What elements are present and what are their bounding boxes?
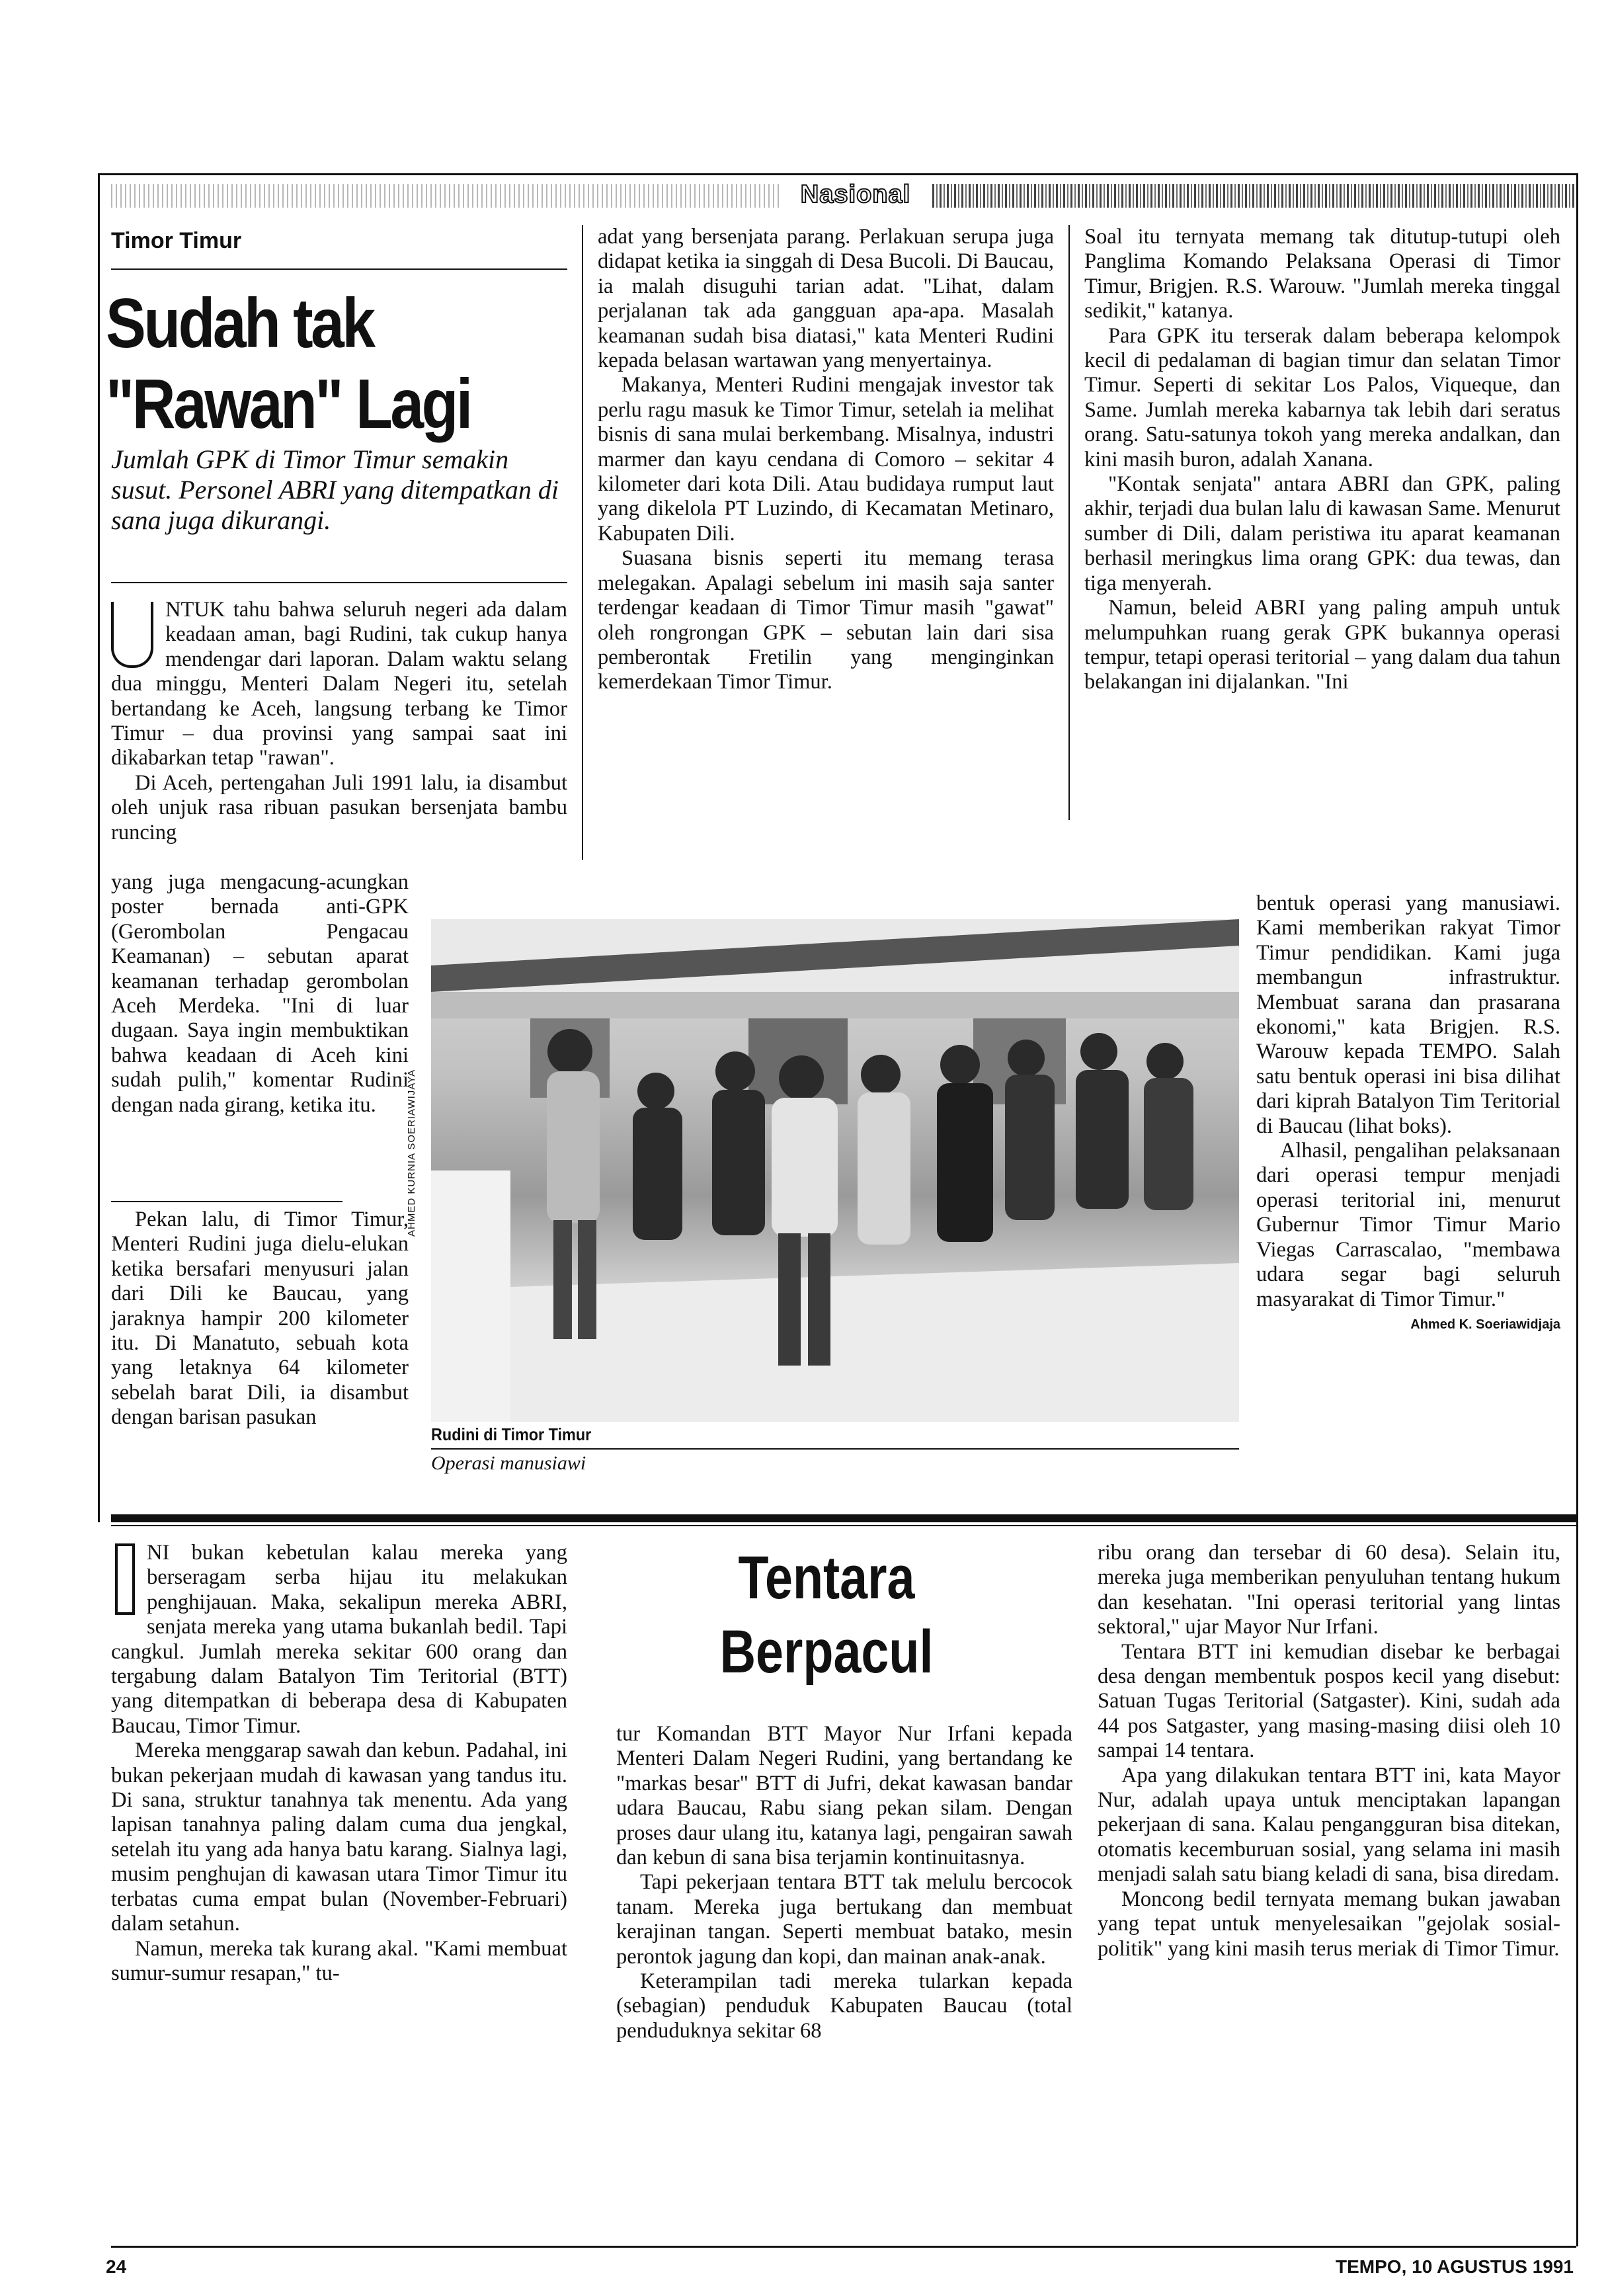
paragraph: Namun, mereka tak kurang akal. "Kami membuat sumur-sumur resapan," tu- (111, 1936, 567, 1985)
paragraph: Alhasil, pengalihan pelaksanaan dari operasi tempur menjadi operasi teritorial ini, menurut Gubernur Timor Timur Mario Viegas Carrascalao, "membawa udara segar bagi seluruh masyarakat di Timor Timur." (1256, 1139, 1560, 1311)
page-number: 24 (106, 2256, 127, 2277)
photo-scene (431, 919, 1239, 1422)
col1-section-rule (111, 1201, 342, 1202)
paragraph: Namun, beleid ABRI yang paling ampuh untuk melumpuhkan ruang gerak GPK bukannya operasi tempur, tetapi operasi teritorial – yang dalam dua tahun belakangan ini dijalankan. "Ini (1084, 596, 1560, 694)
photo-caption-sub: Operasi manusiawi (431, 1452, 586, 1474)
box-column-b (616, 1722, 1072, 2043)
paragraph: Makanya, Menteri Rudini mengajak investor tak perlu ragu masuk ke Timor Timur, setelah ia melihat bisnis di sana mulai berkembang. Misalnya, industri marmer dan kayu cendana di Comoro – sekitar 4 kilometer dari kota Dili. Atau budidaya rumput laut yang dikelola PT Luzindo, di Kecamatan Metinaro, Kabupaten Dili. (598, 373, 1054, 546)
paragraph: Pekan lalu, di Timor Timur, Menteri Rudini juga dielu-elukan ketika bersafari menyusuri jalan dari Dili ke Baucau, yang jaraknya hampir 200 kilometer itu. Di Manatuto, sebuah kota yang letaknya 64 kilometer sebelah barat Dili, ia disambut dengan barisan pasukan (111, 1208, 409, 1430)
paragraph: tur Komandan BTT Mayor Nur Irfani kepada Menteri Dalam Negeri Rudini, yang bertandang ke "markas besar" BTT di Jufri, dekat kawasan bandar udara Baucau, Rabu siang pekan silam. Dengan proses daur ulang itu, katanya lagi, pengairan sawah dan kebun di sana bisa terjamin kontinuitasnya. (616, 1722, 1072, 1870)
paragraph: Para GPK itu terserak dalam beberapa kelompok kecil di pedalaman di bagian timur dan selatan Timor Timur. Seperti di sekitar Los Palos, Viqueque, dan Same. Jumlah mereka kabarnya tak lebih dari seratus orang. Satu-satunya tokoh yang mereka andalkan, dan kini masih buron, adalah Xanana. (1084, 323, 1560, 472)
section-band-left (111, 184, 779, 208)
headline (106, 283, 515, 444)
box-headline-line-2: Berpacul (719, 1618, 934, 1686)
dropcap-i (115, 1543, 135, 1615)
main-column-1-narrow (111, 870, 409, 1118)
box-column-c (1098, 1541, 1560, 1961)
box-bottom-rule (111, 2246, 1576, 2248)
paragraph: Moncong bedil ternyata memang bukan jawaban yang tepat untuk menyelesaikan "gejolak sosial-politik" yang kini masih terus meriak di Timor Timur. (1098, 1887, 1560, 1961)
frame-top-rule (98, 173, 1576, 175)
deck: Jumlah GPK di Timor Timur semakin susut. Personel ABRI yang ditempatkan di sana juga dikurangi. (111, 444, 559, 535)
paragraph: Keterampilan tadi mereka tularkan kepada (sebagian) penduduk Kabupaten Baucau (total penduduknya sekitar 68 (616, 1969, 1072, 2043)
main-column-3 (1084, 225, 1560, 695)
rubric-rule (111, 268, 567, 270)
paragraph: Suasana bisnis seperti itu memang terasa melegakan. Apalagi sebelum ini masih saja santer terdengar keadaan di Timor Timur masih "gawat" oleh rongrongan GPK – sebutan lain dari sisa pemberontak Fretilin yang menginginkan kemerdekaan Timor Timur. (598, 546, 1054, 694)
photo-caption-title: Rudini di Timor Timur (431, 1424, 592, 1444)
box-headline (713, 1541, 940, 1689)
paragraph: Di Aceh, pertengahan Juli 1991 lalu, ia disambut oleh unjuk rasa ribuan pasukan bersenjata bambu runcing (111, 770, 567, 844)
photo-credit: AHMED KURNIA SOERIAWIJAYA (406, 1069, 417, 1237)
paragraph: NTUK tahu bahwa seluruh negeri ada dalam keadaan aman, bagi Rudini, tak cukup hanya mendengar dari laporan. Dalam waktu selang dua minggu, Menteri Dalam Negeri itu, setelah bertandang ke Aceh, langsung terbang ke Timor Timur – dua provinsi yang sampai saat ini dikabarkan tetap "rawan". (111, 598, 567, 770)
headline-line-1: Sudah tak (106, 284, 374, 362)
main-column-1 (111, 598, 567, 845)
column-divider (582, 225, 583, 860)
paragraph: bentuk operasi yang manusiawi. Kami memberikan rakyat Timor Timur pendidikan. Kami juga membangun infrastruktur. Membuat sarana dan prasarana ekonomi," kata Brigjen. R.S. Warouw kepada TEMPO. Salah satu bentuk operasi ini bisa dilihat dari kiprah Batalyon Tim Teritorial di Baucau (lihat boks). (1256, 891, 1560, 1138)
paragraph: Mereka menggarap sawah dan kebun. Padahal, ini bukan pekerjaan mudah di kawasan yang tandus itu. Di sana, struktur tanahnya tak menentu. Ada yang lapisan tanahnya paling dalam cuma dua jengkal, setelah itu yang ada hanya batu karang. Sialnya lagi, musim penghujan di kawasan utara Timor Timur itu terbatas cuma empat bulan (November-Februari) dalam setahun. (111, 1739, 567, 1936)
box-column-a (111, 1541, 567, 1986)
paragraph: Soal itu ternyata memang tak ditutup-tutupi oleh Panglima Komando Pelaksana Operasi di Timor Timur, Brigjen. R.S. Warouw. "Jumlah mereka tinggal sedikit," katanya. (1084, 225, 1560, 323)
paragraph: "Kontak senjata" antara ABRI dan GPK, paling akhir, terjadi dua bulan lalu di kawasan Same. Menurut sumber di Dili, dalam peristiwa itu aparat keamanan berhasil meringkus lima orang GPK: dua tewas, dan tiga menyerah. (1084, 472, 1560, 595)
byline: Ahmed K. Soeriawidjaja (1410, 1317, 1560, 1332)
caption-rule (431, 1448, 1239, 1450)
paragraph: adat yang bersenjata parang. Perlakuan serupa juga didapat ketika ia singgah di Desa Bucoli. Di Baucau, ia malah disuguhi tarian adat. "Lihat, dalam perjalanan tak ada gangguan apa-apa. Masalah keamanan sudah bisa diatasi," kata Menteri Rudini kepada belasan wartawan yang menyertainya. (598, 225, 1054, 373)
box-top-rule-thick (111, 1514, 1576, 1522)
deck-rule (111, 582, 567, 583)
section-band-right (932, 184, 1576, 208)
paragraph: NI bukan kebetulan kalau mereka yang berseragam serba hijau itu melakukan penghijauan. Maka, sekalipun mereka ABRI, senjata mereka yang utama bukanlah bedil. Tapi cangkul. Jumlah mereka sekitar 600 orang dan tergabung dalam Batalyon Tim Teritorial (BTT) yang ditempatkan di beberapa desa di Kabupaten Baucau, Timor Timur. (111, 1541, 567, 1738)
paragraph: Tapi pekerjaan tentara BTT tak melulu bercocok tanam. Mereka juga bertukang dan membuat kerajinan tangan. Seperti membuat batako, mesin perontok jagung dan kopi, dan mainan anak-anak. (616, 1870, 1072, 1969)
headline-line-2: "Rawan" Lagi (106, 365, 471, 443)
paragraph: ribu orang dan tersebar di 60 desa). Selain itu, mereka juga memberikan penyuluhan tentang hukum dan kesehatan. "Ini operasi teritorial yang lintas sektoral," ujar Mayor Nur Irfani. (1098, 1541, 1560, 1639)
paragraph: Apa yang dilakukan tentara BTT ini, kata Mayor Nur, adalah upaya untuk menciptakan lapangan pekerjaan di sana. Kalau pengangguran bisa ditekan, otomatis kecemburuan sosial, yang selama ini masih menjadi salah satu biang keladi di sana, bisa diredam. (1098, 1763, 1560, 1887)
box-headline-line-1: Tentara (738, 1544, 915, 1612)
rudini-photo (431, 919, 1239, 1422)
rubric: Timor Timur (111, 228, 242, 253)
frame-right-rule (1576, 173, 1578, 2246)
column-divider (1068, 225, 1070, 820)
frame-left-rule (98, 173, 100, 1522)
box-top-rule-thin (111, 1525, 1576, 1526)
main-column-2 (598, 225, 1054, 695)
publication-footer: TEMPO, 10 AGUSTUS 1991 (1336, 2256, 1574, 2277)
paragraph: Tentara BTT ini kemudian disebar ke berbagai desa dengan membentuk pospos kecil yang disebut: Satuan Tugas Teritorial (Satgaster). Kini, sudah ada 44 pos Satgaster, yang masing-masing diisi oleh 10 sampai 14 tentara. (1098, 1639, 1560, 1763)
main-column-1-bottom (111, 1208, 409, 1430)
section-label: Nasional (780, 180, 931, 209)
main-column-3-narrow (1256, 891, 1560, 1334)
paragraph: yang juga mengacung-acungkan poster bernada anti-GPK (Gerombolan Pengacau Keamanan) – sebutan aparat keamanan terhadap gerombolan Aceh Merdeka. "Ini di luar dugaan. Saya ingin membuktikan bahwa keadaan di Aceh kini sudah pulih," komentar Rudini dengan nada girang, ketika itu. (111, 870, 409, 1117)
dropcap-u (111, 602, 153, 668)
